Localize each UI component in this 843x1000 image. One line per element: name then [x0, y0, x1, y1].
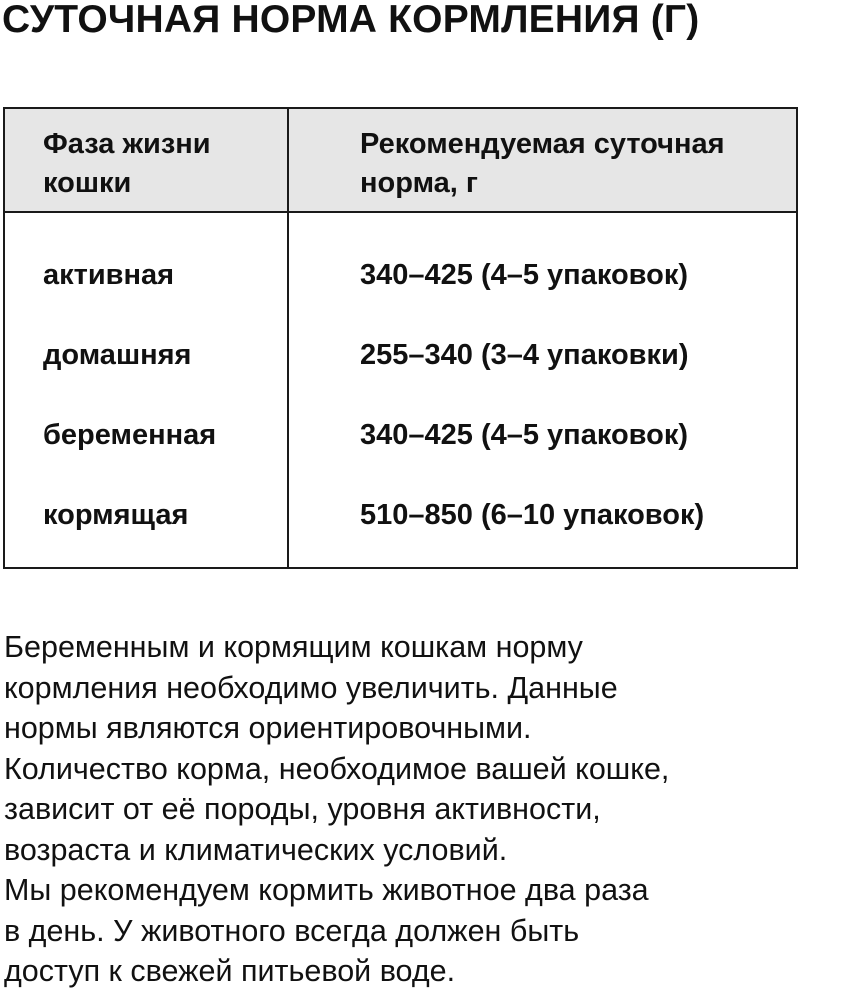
header-daily-norm: Рекомендуемая суточная норма, г — [360, 128, 725, 199]
note-line: кормления необходимо увеличить. Данные — [4, 670, 618, 705]
note-line: в день. У животного всегда должен быть — [4, 913, 580, 948]
row-norm-nursing: 510–850 (6–10 упаковок) — [360, 499, 705, 531]
column-divider — [287, 109, 289, 567]
row-phase-active: активная — [43, 259, 175, 291]
note-line: нормы являются ориентировочными. — [4, 711, 532, 745]
feeding-note — [4, 627, 842, 992]
note-line: Беременным и кормящим кошкам норму — [4, 630, 583, 664]
note-line: Мы рекомендуем кормить животное два раза — [4, 873, 649, 907]
row-norm-active: 340–425 (4–5 упаковок) — [360, 259, 689, 291]
table-header — [5, 109, 796, 213]
note-line: возраста и климатических условий. — [4, 832, 508, 867]
header-life-phase: Фаза жизни кошки — [43, 128, 211, 199]
row-phase-pregnant: беременная — [43, 419, 217, 451]
note-line: доступ к свежей питьевой воде. — [4, 954, 456, 988]
feeding-norm-table — [3, 107, 798, 569]
row-phase-nursing: кормящая — [43, 499, 189, 531]
row-phase-domestic: домашняя — [43, 339, 192, 371]
row-norm-pregnant: 340–425 (4–5 упаковок) — [360, 419, 689, 451]
note-line: зависит от её породы, уровня активности, — [4, 792, 601, 826]
note-line: Количество корма, необходимое вашей кошке, — [4, 751, 670, 786]
page-title: СУТОЧНАЯ НОРМА КОРМЛЕНИЯ (Г) — [2, 0, 700, 41]
row-norm-domestic: 255–340 (3–4 упаковки) — [360, 339, 689, 371]
